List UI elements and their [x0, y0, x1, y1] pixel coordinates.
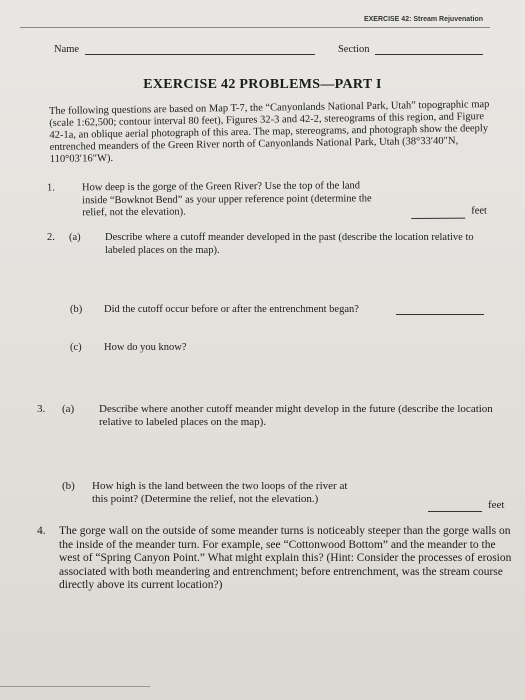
question-1-text: How deep is the gorge of the Green River? Use the top of the land inside “Bowknot Bend” as your upper reference point (determine the relief, not the elevation).: [82, 180, 372, 219]
question-4-number: 4.: [37, 525, 46, 537]
question-4-text: The gorge wall on the outside of some meander turns is noticeably steeper than the gorge walls on the inside of the meander turn. For example, see “Cottonwood Bottom” and the meander to the west of “Spring Canyon Point.” What might explain this? (Hint: Consider the processes of erosion associated with both meandering and entrenchment; before entrenchment, was the stream course directly above its current location?): [59, 525, 512, 591]
question-3b-part: (b): [62, 480, 75, 492]
question-2c-part: (c): [70, 342, 82, 353]
header-rule: [20, 27, 490, 28]
question-3a-part: (a): [62, 403, 75, 415]
name-label: Name: [54, 44, 80, 55]
bottom-rule: [0, 686, 150, 687]
section-label: Section: [337, 44, 370, 55]
question-3b-answer-field[interactable]: [428, 502, 482, 512]
section-field[interactable]: [375, 44, 483, 55]
question-2-number: 2.: [47, 232, 55, 243]
question-1-number: 1.: [47, 182, 55, 194]
page-title: EXERCISE 42 PROBLEMS—PART I: [143, 77, 382, 92]
question-3b-unit: feet: [488, 499, 505, 511]
question-3-number: 3.: [37, 403, 46, 415]
question-1-answer-field[interactable]: [411, 208, 465, 218]
name-field[interactable]: [85, 44, 315, 55]
running-title: EXERCISE 42: Stream Rejuvenation: [363, 16, 483, 23]
name-section-row: [54, 44, 484, 55]
question-1: [47, 179, 488, 219]
question-3b-text: How high is the land between the two loops of the river at this point? (Determine the relief, not the elevation.): [92, 480, 348, 505]
question-2a-text: Describe where a cutoff meander developed in the past (describe the location relative to labeled places on the map).: [105, 232, 474, 256]
question-2c-text: How do you know?: [104, 342, 187, 353]
question-2a-part: (a): [69, 232, 81, 243]
question-1-answer: [411, 205, 487, 218]
question-1-unit: feet: [471, 205, 488, 217]
question-2b-part: (b): [70, 304, 83, 315]
question-3b-answer: [428, 499, 504, 512]
question-2b-text: Did the cutoff occur before or after the entrenchment began?: [104, 304, 359, 315]
intro-paragraph: The following questions are based on Map T-7, the “Canyonlands National Park, Utah” topographic map (scale 1:62,500; contour interval 80 feet), Figures 32-3 and 42-2, stereograms of this region, and Figure 42-1a, an oblique aerial photograph of this area. The map, stereograms, and photograph show the deeply entrenched meanders of the Green River north of Canyonlands National Park, Utah (38°33′40″N, 110°03′16″W).: [49, 99, 490, 165]
question-3a-text: Describe where another cutoff meander might develop in the future (describe the location relative to labeled places on the map).: [99, 403, 493, 428]
question-2b-answer-field[interactable]: [396, 304, 484, 315]
